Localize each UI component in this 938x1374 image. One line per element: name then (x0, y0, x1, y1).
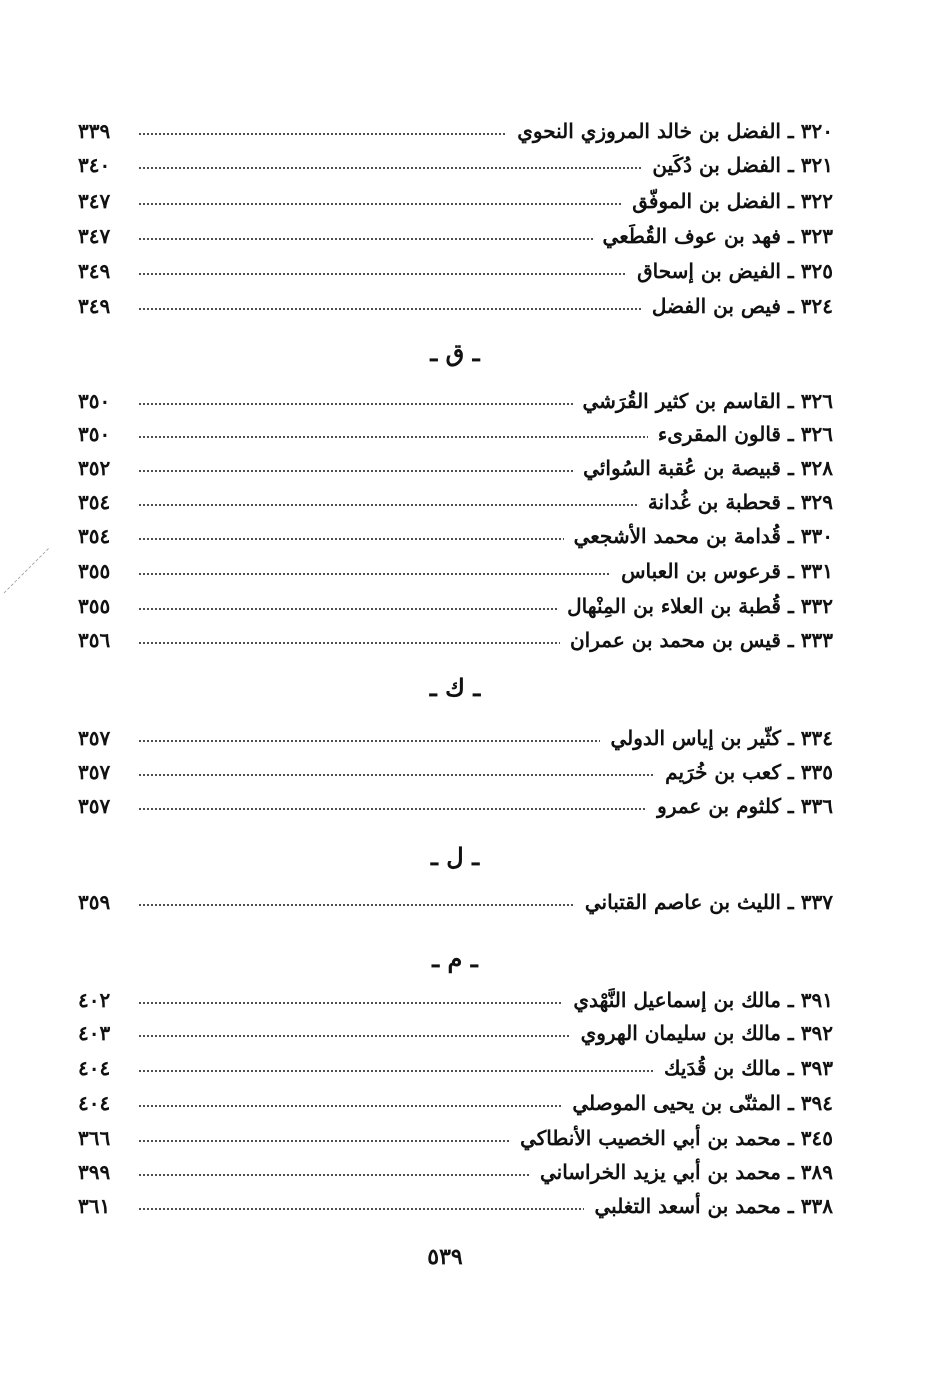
index-entry (78, 756, 833, 788)
index-entry (78, 886, 833, 918)
index-entry (78, 290, 833, 322)
entry-page-number: ٣٥٥ (78, 559, 111, 583)
index-entry (78, 790, 833, 822)
dot-leader (138, 1208, 584, 1210)
entry-name: ٣٣١ ـ قرعوس بن العباس (621, 559, 833, 583)
dot-leader (138, 740, 600, 742)
entry-name: ٣٢٦ ـ القاسم بن كثير القُرَشي (582, 389, 833, 413)
dot-leader (138, 1140, 510, 1142)
entry-name: ٣٣٨ ـ محمد بن أسعد التغلبي (594, 1194, 833, 1218)
dot-leader (138, 203, 622, 205)
index-entry (78, 255, 833, 287)
dot-leader (138, 904, 575, 906)
entry-name: ٣٢٥ ـ الفيض بن إسحاق (637, 259, 833, 283)
entry-name: ٣٤٥ ـ محمد بن أبي الخصيب الأنطاكي (520, 1126, 833, 1150)
dot-leader (138, 167, 642, 169)
section-heading-qaf: ـ ق ـ (430, 338, 480, 367)
entry-page-number: ٣٣٩ (78, 119, 111, 143)
index-entry (78, 486, 833, 518)
dot-leader (138, 470, 573, 472)
entry-name: ٣٢١ ـ الفضل بن دُكَين (652, 153, 833, 177)
entry-name: ٣٢٩ ـ قحطبة بن غُدانة (647, 490, 833, 514)
entry-page-number: ٣٥٩ (78, 890, 111, 914)
dot-leader (138, 436, 648, 438)
entry-name: ٣٢٨ ـ قبيصة بن عُقبة السُوائي (583, 456, 833, 480)
dot-leader (138, 1174, 530, 1176)
entry-name: ٣٩٢ ـ مالك بن سليمان الهروي (580, 1021, 833, 1045)
entry-page-number: ٣٤٧ (78, 189, 111, 213)
dot-leader (138, 608, 557, 610)
entry-page-number: ٤٠٢ (78, 988, 111, 1012)
index-entry (78, 418, 833, 450)
entry-page-number: ٣٥٧ (78, 760, 111, 784)
entry-page-number: ٣٤٩ (78, 294, 111, 318)
entry-name: ٣٣٠ ـ قُدامة بن محمد الأشجعي (573, 524, 833, 548)
section-heading-mim: ـ م ـ (432, 944, 478, 973)
entry-name: ٣٩٣ ـ مالك بن قُدَيك (664, 1056, 833, 1080)
index-entry (78, 984, 833, 1016)
entry-name: ٣٨٩ ـ محمد بن أبي يزيد الخراساني (539, 1160, 833, 1184)
entry-page-number: ٣٥٠ (78, 422, 111, 446)
dot-leader (138, 1002, 563, 1004)
entry-page-number: ٣٥٥ (78, 594, 111, 618)
index-entry (78, 1122, 833, 1154)
index-entry (78, 555, 833, 587)
entry-page-number: ٣٥٤ (78, 490, 111, 514)
index-entry (78, 1052, 833, 1084)
index-entry (78, 1156, 833, 1188)
entry-page-number: ٣٤٧ (78, 224, 111, 248)
dot-leader (138, 504, 638, 506)
page-folio-number: ٥٣٩ (427, 1244, 463, 1270)
dot-leader (138, 403, 573, 405)
entry-page-number: ٣٥٧ (78, 726, 111, 750)
entry-name: ٣٣٢ ـ قُطبة بن العلاء بن المِنْهال (567, 594, 833, 618)
entry-name: ٣٢٣ ـ فهد بن عوف القُطَعي (602, 224, 833, 248)
dot-leader (138, 1070, 654, 1072)
dot-leader (138, 308, 642, 310)
index-entry (78, 385, 833, 417)
dot-leader (138, 133, 507, 135)
dot-leader (138, 538, 564, 540)
entry-page-number: ٤٠٤ (78, 1056, 111, 1080)
dot-leader (138, 642, 560, 644)
entry-page-number: ٣٤٩ (78, 259, 111, 283)
entry-name: ٣٣٦ ـ كلثوم بن عمرو (657, 794, 833, 818)
entry-name: ٣٢٢ ـ الفضل بن الموفّق (632, 189, 833, 213)
entry-page-number: ٣٥٢ (78, 456, 111, 480)
index-entry (78, 520, 833, 552)
entry-page-number: ٣٥٤ (78, 524, 111, 548)
entry-name: ٣٢٦ ـ قالون المقرىء (657, 422, 833, 446)
dot-leader (138, 273, 627, 275)
entry-page-number: ٣٤٠ (78, 153, 111, 177)
dot-leader (138, 1105, 562, 1107)
entry-page-number: ٤٠٤ (78, 1091, 111, 1115)
section-heading-kaf: ـ ك ـ (429, 673, 481, 702)
index-entry (78, 149, 833, 181)
index-entry (78, 1017, 833, 1049)
entry-name: ٣٢٠ ـ الفضل بن خالد المروزي النحوي (517, 119, 833, 143)
entry-name: ٣٣٧ ـ الليث بن عاصم القتباني (584, 890, 833, 914)
entry-page-number: ٣٩٩ (78, 1160, 111, 1184)
entry-page-number: ٣٥٦ (78, 628, 111, 652)
index-entry (78, 220, 833, 252)
entry-name: ٣٢٤ ـ فيص بن الفضل (651, 294, 833, 318)
entry-name: ٣٩٤ ـ المثنّى بن يحيى الموصلي (572, 1091, 833, 1115)
entry-page-number: ٣٥٠ (78, 389, 111, 413)
entry-name: ٣٣٣ ـ قيس بن محمد بن عمران (569, 628, 833, 652)
dot-leader (138, 238, 593, 240)
dot-leader (138, 774, 655, 776)
index-entry (78, 115, 833, 147)
index-entry (78, 452, 833, 484)
entry-name: ٣٣٤ ـ كثّير بن إياس الدولي (610, 726, 833, 750)
index-entry (78, 722, 833, 754)
entry-page-number: ٣٥٧ (78, 794, 111, 818)
dot-leader (138, 1035, 571, 1037)
index-entry (78, 1087, 833, 1119)
entry-page-number: ٤٠٣ (78, 1021, 111, 1045)
index-entry (78, 185, 833, 217)
section-heading-lam: ـ ل ـ (430, 842, 480, 871)
index-entry (78, 624, 833, 656)
entry-name: ٣٣٥ ـ كعب بن خُرَيم (665, 760, 833, 784)
entry-name: ٣٩١ ـ مالك بن إسماعيل النَّهْدي (573, 988, 833, 1012)
entry-page-number: ٣٦٦ (78, 1126, 111, 1150)
scan-mark (2, 545, 52, 595)
entry-page-number: ٣٦١ (78, 1194, 111, 1218)
dot-leader (138, 808, 647, 810)
index-entry (78, 1190, 833, 1222)
dot-leader (138, 573, 611, 575)
index-entry (78, 590, 833, 622)
